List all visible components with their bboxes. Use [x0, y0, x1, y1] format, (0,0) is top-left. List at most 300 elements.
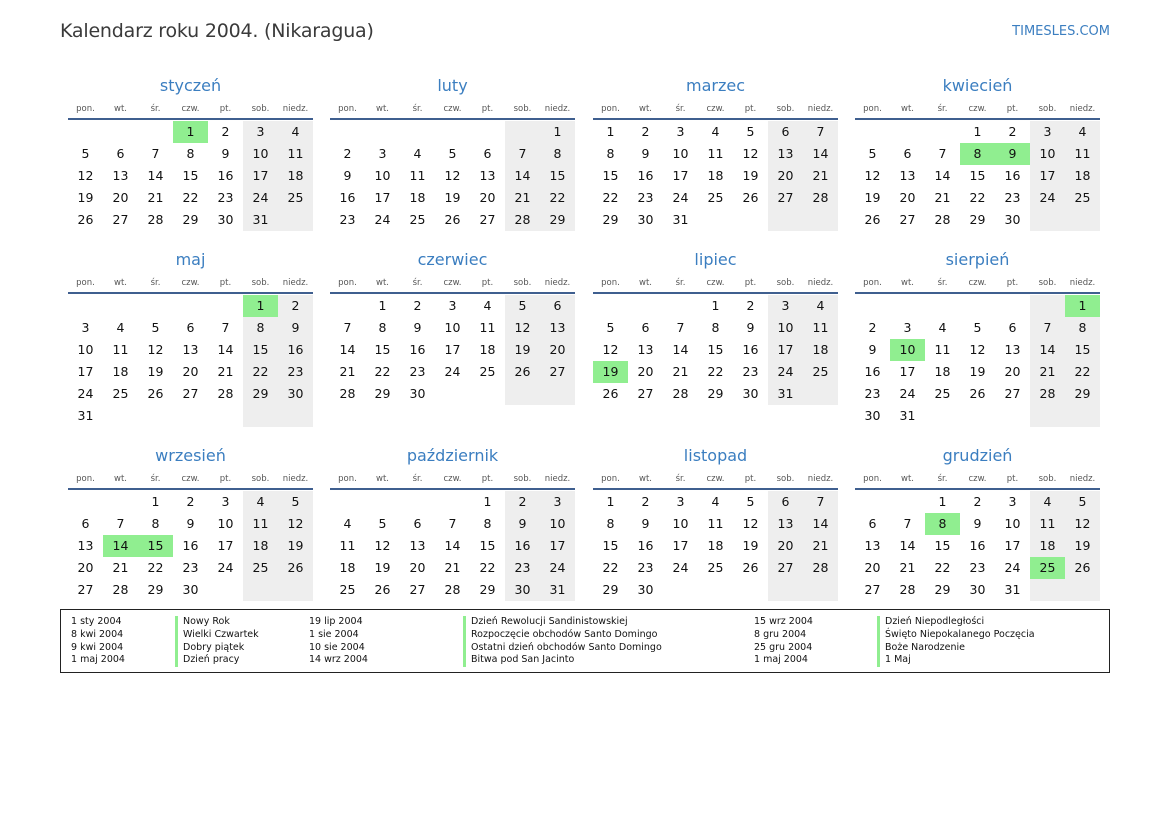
- day-cell: 11: [707, 146, 724, 161]
- weekday-header: [593, 468, 838, 490]
- weekday-label: pt.: [744, 104, 757, 114]
- day-grid: [68, 295, 313, 427]
- empty-day-cell: [103, 491, 138, 513]
- day-cell: 5: [448, 146, 457, 161]
- day-cell: 16: [217, 168, 234, 183]
- empty-day-cell: [330, 295, 365, 317]
- day-cell: 23: [217, 190, 234, 205]
- empty-day-cell: [173, 295, 208, 317]
- day-cell: 6: [116, 146, 125, 161]
- weekday-label: niedz.: [807, 474, 834, 484]
- day-cell: 16: [637, 168, 654, 183]
- day-cell: 10: [768, 317, 803, 339]
- day-cell: 11: [409, 168, 426, 183]
- day-cell: 29: [147, 582, 164, 597]
- day-cell: 29: [969, 212, 986, 227]
- weekday-label: sob.: [251, 278, 270, 288]
- day-cell: 17: [1030, 165, 1065, 187]
- weekday-label: śr.: [675, 104, 686, 114]
- day-cell: 4: [116, 320, 125, 335]
- empty-day-cell: [593, 295, 628, 317]
- day-cell: 20: [637, 364, 654, 379]
- holiday-date-column: [754, 616, 813, 667]
- day-cell: 14: [803, 513, 838, 535]
- day-cell: 6: [413, 516, 422, 531]
- day-cell: 28: [147, 212, 164, 227]
- weekday-label: sob.: [251, 474, 270, 484]
- day-grid: [330, 295, 575, 405]
- day-cell: 11: [243, 513, 278, 535]
- day-cell: 18: [707, 538, 724, 553]
- day-cell: 16: [278, 339, 313, 361]
- day-cell: 14: [147, 168, 164, 183]
- day-cell: 8: [1065, 317, 1100, 339]
- day-cell: 17: [540, 535, 575, 557]
- day-cell: 16: [742, 342, 759, 357]
- day-cell: 2: [746, 298, 755, 313]
- weekday-label: pt.: [1006, 278, 1019, 288]
- day-cell: 14: [934, 168, 951, 183]
- day-cell: 24: [540, 557, 575, 579]
- weekday-label: sob.: [1038, 278, 1057, 288]
- empty-day-cell: [960, 295, 995, 317]
- day-grid: [330, 121, 575, 231]
- day-cell: 22: [374, 364, 391, 379]
- day-cell: 22: [1065, 361, 1100, 383]
- weekday-label: sob.: [776, 278, 795, 288]
- weekday-label: pt.: [219, 278, 232, 288]
- day-cell: 7: [151, 146, 160, 161]
- day-cell: 19: [505, 339, 540, 361]
- month-calendar: [330, 444, 575, 601]
- empty-day-cell: [278, 209, 313, 231]
- weekday-label: pon.: [863, 278, 882, 288]
- empty-day-cell: [400, 121, 435, 143]
- weekday-label: wt.: [376, 474, 389, 484]
- day-cell: 13: [768, 143, 803, 165]
- day-cell: 17: [768, 339, 803, 361]
- day-cell: 10: [672, 146, 689, 161]
- day-cell: 29: [243, 383, 278, 405]
- day-cell: 28: [672, 386, 689, 401]
- holiday-date: 15 wrz 2004: [754, 616, 813, 627]
- weekday-label: czw.: [443, 474, 462, 484]
- empty-day-cell: [663, 579, 698, 601]
- day-cell: 21: [672, 364, 689, 379]
- empty-day-cell: [855, 295, 890, 317]
- day-cell: 17: [899, 364, 916, 379]
- day-cell: 24: [1030, 187, 1065, 209]
- day-cell: 10: [540, 513, 575, 535]
- empty-day-cell: [540, 383, 575, 405]
- day-cell: 22: [479, 560, 496, 575]
- day-cell: 23: [505, 557, 540, 579]
- day-cell: 13: [864, 538, 881, 553]
- empty-day-cell: [243, 405, 278, 427]
- day-cell: 28: [1030, 383, 1065, 405]
- weekday-label: śr.: [412, 104, 423, 114]
- day-cell: 8: [483, 516, 492, 531]
- weekday-label: wt.: [376, 278, 389, 288]
- day-cell: 27: [768, 187, 803, 209]
- day-cell: 22: [243, 361, 278, 383]
- empty-day-cell: [138, 295, 173, 317]
- weekday-label: wt.: [114, 474, 127, 484]
- day-cell: 24: [243, 187, 278, 209]
- day-cell: 23: [339, 212, 356, 227]
- day-cell: 27: [77, 582, 94, 597]
- empty-day-cell: [173, 405, 208, 427]
- day-cell: 3: [676, 124, 685, 139]
- day-cell: 18: [934, 364, 951, 379]
- day-cell: 16: [339, 190, 356, 205]
- day-cell: 15: [602, 538, 619, 553]
- holiday-name: Święto Niepokalanego Poczęcia: [885, 628, 1035, 640]
- day-cell: 20: [864, 560, 881, 575]
- day-cell: 8: [151, 516, 160, 531]
- weekday-header: [330, 98, 575, 120]
- holiday-day-cell: 8: [925, 513, 960, 535]
- day-cell: 6: [81, 516, 90, 531]
- weekday-label: śr.: [150, 474, 161, 484]
- day-cell: 9: [278, 317, 313, 339]
- weekday-label: pon.: [863, 474, 882, 484]
- empty-day-cell: [138, 121, 173, 143]
- day-cell: 4: [711, 124, 720, 139]
- weekday-label: śr.: [937, 278, 948, 288]
- day-cell: 8: [711, 320, 720, 335]
- empty-day-cell: [1030, 209, 1065, 231]
- month-name: marzec: [685, 76, 745, 95]
- day-cell: 7: [343, 320, 352, 335]
- month-name: maj: [175, 250, 206, 269]
- day-cell: 26: [864, 212, 881, 227]
- day-cell: 12: [1065, 513, 1100, 535]
- day-cell: 24: [374, 212, 391, 227]
- holiday-date: 14 wrz 2004: [309, 654, 368, 666]
- day-cell: 2: [973, 494, 982, 509]
- day-cell: 23: [409, 364, 426, 379]
- holiday-name: 1 Maj: [885, 654, 911, 666]
- weekday-label: czw.: [443, 278, 462, 288]
- day-cell: 24: [899, 386, 916, 401]
- day-cell: 30: [278, 383, 313, 405]
- weekday-label: niedz.: [807, 104, 834, 114]
- empty-day-cell: [208, 579, 243, 601]
- day-cell: 9: [641, 146, 650, 161]
- empty-day-cell: [435, 491, 470, 513]
- day-cell: 29: [707, 386, 724, 401]
- day-cell: 5: [746, 124, 755, 139]
- weekday-label: czw.: [968, 104, 987, 114]
- day-cell: 28: [444, 582, 461, 597]
- day-cell: 21: [899, 560, 916, 575]
- empty-day-cell: [768, 209, 803, 231]
- weekday-label: sob.: [1038, 104, 1057, 114]
- day-cell: 7: [803, 491, 838, 513]
- weekday-label: niedz.: [544, 104, 571, 114]
- weekday-label: niedz.: [282, 278, 309, 288]
- day-cell: 20: [182, 364, 199, 379]
- day-cell: 13: [637, 342, 654, 357]
- site-link[interactable]: TIMESLES.COM: [1012, 24, 1110, 39]
- day-cell: 19: [742, 538, 759, 553]
- weekday-header: [855, 468, 1100, 490]
- day-cell: 20: [899, 190, 916, 205]
- weekday-label: sob.: [251, 104, 270, 114]
- empty-day-cell: [505, 121, 540, 143]
- holiday-name: Nowy Rok: [183, 616, 230, 627]
- empty-day-cell: [1030, 405, 1065, 427]
- day-cell: 11: [339, 538, 356, 553]
- day-cell: 2: [413, 298, 422, 313]
- day-cell: 9: [746, 320, 755, 335]
- day-cell: 18: [707, 168, 724, 183]
- day-grid: [593, 295, 838, 405]
- day-cell: 26: [969, 386, 986, 401]
- day-cell: 5: [505, 295, 540, 317]
- day-cell: 1: [938, 494, 947, 509]
- weekday-label: niedz.: [1069, 278, 1096, 288]
- day-cell: 13: [77, 538, 94, 553]
- day-cell: 1: [711, 298, 720, 313]
- day-cell: 25: [409, 212, 426, 227]
- day-cell: 28: [112, 582, 129, 597]
- weekday-label: sob.: [776, 104, 795, 114]
- holiday-date: 9 kwi 2004: [71, 641, 124, 653]
- day-cell: 15: [374, 342, 391, 357]
- day-cell: 1: [973, 124, 982, 139]
- day-cell: 11: [707, 516, 724, 531]
- day-cell: 30: [217, 212, 234, 227]
- day-cell: 21: [505, 187, 540, 209]
- day-cell: 5: [1065, 491, 1100, 513]
- day-cell: 7: [1030, 317, 1065, 339]
- holiday-name: Dzień pracy: [183, 654, 240, 666]
- day-cell: 21: [803, 535, 838, 557]
- day-cell: 20: [112, 190, 129, 205]
- month-name: sierpień: [945, 250, 1010, 269]
- holiday-name-column: [877, 616, 1035, 667]
- empty-day-cell: [470, 383, 505, 405]
- empty-day-cell: [803, 383, 838, 405]
- day-cell: 14: [505, 165, 540, 187]
- day-cell: 14: [339, 342, 356, 357]
- day-cell: 20: [768, 535, 803, 557]
- day-cell: 13: [899, 168, 916, 183]
- weekday-label: czw.: [706, 104, 725, 114]
- day-cell: 21: [1030, 361, 1065, 383]
- day-cell: 19: [444, 190, 461, 205]
- day-cell: 1: [606, 124, 615, 139]
- day-cell: 27: [768, 557, 803, 579]
- day-cell: 21: [444, 560, 461, 575]
- day-cell: 27: [182, 386, 199, 401]
- day-cell: 31: [899, 408, 916, 423]
- day-cell: 14: [899, 538, 916, 553]
- holiday-date: 8 kwi 2004: [71, 628, 124, 640]
- day-cell: 12: [864, 168, 881, 183]
- day-cell: 3: [81, 320, 90, 335]
- day-cell: 27: [479, 212, 496, 227]
- day-cell: 8: [378, 320, 387, 335]
- day-cell: 10: [1030, 143, 1065, 165]
- weekday-label: pon.: [601, 474, 620, 484]
- weekday-header: [593, 272, 838, 294]
- day-cell: 22: [602, 190, 619, 205]
- weekday-label: sob.: [1038, 474, 1057, 484]
- weekday-header: [855, 272, 1100, 294]
- day-cell: 20: [540, 339, 575, 361]
- month-calendar: [593, 248, 838, 405]
- day-cell: 30: [409, 386, 426, 401]
- day-cell: 31: [243, 209, 278, 231]
- holiday-day-cell: 14: [103, 535, 138, 557]
- day-cell: 27: [899, 212, 916, 227]
- day-cell: 17: [217, 538, 234, 553]
- weekday-label: pon.: [338, 278, 357, 288]
- day-cell: 21: [112, 560, 129, 575]
- empty-day-cell: [1065, 209, 1100, 231]
- day-cell: 19: [77, 190, 94, 205]
- day-cell: 9: [221, 146, 230, 161]
- empty-day-cell: [698, 579, 733, 601]
- day-cell: 2: [505, 491, 540, 513]
- day-cell: 18: [479, 342, 496, 357]
- day-cell: 13: [479, 168, 496, 183]
- day-cell: 19: [864, 190, 881, 205]
- day-cell: 7: [938, 146, 947, 161]
- empty-day-cell: [68, 121, 103, 143]
- day-cell: 1: [540, 121, 575, 143]
- weekday-label: sob.: [513, 104, 532, 114]
- day-cell: 26: [742, 560, 759, 575]
- day-grid: [68, 491, 313, 601]
- day-cell: 25: [112, 386, 129, 401]
- day-cell: 7: [448, 516, 457, 531]
- empty-day-cell: [208, 295, 243, 317]
- day-cell: 22: [934, 560, 951, 575]
- weekday-label: sob.: [513, 278, 532, 288]
- day-cell: 25: [339, 582, 356, 597]
- day-cell: 15: [243, 339, 278, 361]
- day-cell: 13: [540, 317, 575, 339]
- weekday-header: [68, 272, 313, 294]
- weekday-label: pon.: [76, 104, 95, 114]
- day-cell: 30: [864, 408, 881, 423]
- day-cell: 23: [182, 560, 199, 575]
- empty-day-cell: [1065, 405, 1100, 427]
- day-cell: 16: [505, 535, 540, 557]
- day-cell: 26: [602, 386, 619, 401]
- day-cell: 17: [1004, 538, 1021, 553]
- weekday-header: [330, 272, 575, 294]
- weekday-label: wt.: [901, 474, 914, 484]
- month-calendar: [330, 74, 575, 231]
- day-cell: 2: [343, 146, 352, 161]
- day-cell: 8: [540, 143, 575, 165]
- day-cell: 8: [606, 146, 615, 161]
- day-cell: 12: [602, 342, 619, 357]
- day-cell: 9: [868, 342, 877, 357]
- month-name: listopad: [683, 446, 748, 465]
- day-cell: 20: [1004, 364, 1021, 379]
- day-cell: 6: [641, 320, 650, 335]
- day-cell: 28: [803, 187, 838, 209]
- month-name: kwiecień: [942, 76, 1013, 95]
- day-cell: 12: [505, 317, 540, 339]
- empty-day-cell: [470, 121, 505, 143]
- empty-day-cell: [855, 121, 890, 143]
- empty-day-cell: [733, 209, 768, 231]
- weekday-header: [593, 98, 838, 120]
- weekday-header: [68, 468, 313, 490]
- day-cell: 30: [1004, 212, 1021, 227]
- day-cell: 11: [278, 143, 313, 165]
- day-cell: 3: [540, 491, 575, 513]
- weekday-label: pt.: [1006, 474, 1019, 484]
- day-cell: 17: [374, 190, 391, 205]
- holiday-name: Bitwa pod San Jacinto: [471, 654, 575, 666]
- day-cell: 1: [606, 494, 615, 509]
- day-cell: 25: [934, 386, 951, 401]
- weekday-label: wt.: [901, 104, 914, 114]
- day-cell: 1: [483, 494, 492, 509]
- day-cell: 14: [217, 342, 234, 357]
- holiday-day-cell: 9: [995, 143, 1030, 165]
- weekday-label: pon.: [76, 474, 95, 484]
- holiday-day-cell: 25: [1030, 557, 1065, 579]
- day-cell: 21: [803, 165, 838, 187]
- day-cell: 2: [186, 494, 195, 509]
- day-cell: 10: [444, 320, 461, 335]
- holiday-date: 1 maj 2004: [754, 654, 808, 666]
- day-cell: 12: [742, 146, 759, 161]
- month-calendar: [855, 248, 1100, 427]
- day-cell: 3: [221, 494, 230, 509]
- day-cell: 10: [1004, 516, 1021, 531]
- day-cell: 28: [899, 582, 916, 597]
- day-cell: 2: [641, 124, 650, 139]
- day-cell: 29: [1065, 383, 1100, 405]
- day-grid: [855, 121, 1100, 231]
- holiday-name: Wielki Czwartek: [183, 628, 259, 640]
- empty-day-cell: [243, 579, 278, 601]
- empty-day-cell: [103, 405, 138, 427]
- day-cell: 12: [278, 513, 313, 535]
- day-cell: 9: [973, 516, 982, 531]
- empty-day-cell: [995, 295, 1030, 317]
- month-calendar: [68, 248, 313, 427]
- day-cell: 7: [221, 320, 230, 335]
- day-cell: 20: [77, 560, 94, 575]
- day-cell: 11: [1065, 143, 1100, 165]
- day-cell: 30: [505, 579, 540, 601]
- day-cell: 13: [112, 168, 129, 183]
- weekday-label: śr.: [675, 278, 686, 288]
- day-cell: 11: [934, 342, 951, 357]
- day-grid: [330, 491, 575, 601]
- weekday-label: pt.: [481, 474, 494, 484]
- empty-day-cell: [1030, 295, 1065, 317]
- day-cell: 26: [505, 361, 540, 383]
- weekday-label: niedz.: [282, 474, 309, 484]
- holiday-name: Dzień Niepodległości: [885, 616, 985, 627]
- weekday-label: śr.: [150, 104, 161, 114]
- holiday-day-cell: 10: [890, 339, 925, 361]
- day-cell: 19: [147, 364, 164, 379]
- weekday-label: niedz.: [1069, 474, 1096, 484]
